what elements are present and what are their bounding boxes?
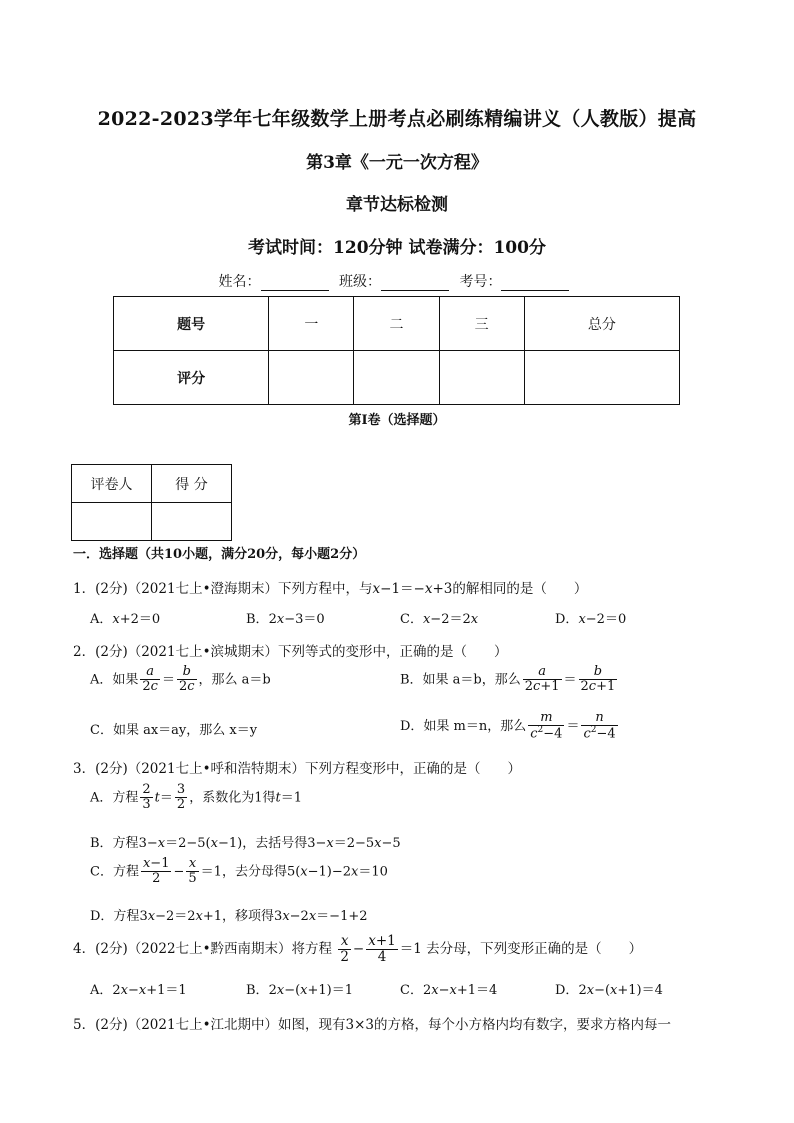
question-1: 1．(2分)（2021七上•澄海期末）下列方程中，与x−1＝−x+3的解相同的是（ ） bbox=[73, 581, 588, 597]
name-label: 姓名： bbox=[218, 274, 261, 290]
class-label: 班级： bbox=[339, 274, 381, 290]
score-cell[interactable] bbox=[354, 351, 439, 405]
q1-option-d[interactable]: D．x−2＝0 bbox=[555, 612, 627, 627]
class-blank[interactable] bbox=[381, 276, 449, 291]
table-cell: 评分 bbox=[114, 351, 269, 405]
q2-option-a[interactable]: A．如果 $\frac{a}{2c}$ ＝ $\frac{b}{2c}$ ，那么 a＝b bbox=[90, 664, 271, 695]
grader-cell[interactable] bbox=[72, 503, 152, 541]
part-title: 第Ⅰ卷（选择题） bbox=[348, 413, 446, 428]
table-cell: 评卷人 bbox=[72, 465, 152, 503]
q2-option-d[interactable]: D．如果 m＝n，那么 $\frac{m}{c^2-4}$ ＝ $\frac{n}{c^2-4}$ bbox=[400, 710, 616, 742]
q4-option-d[interactable]: D．2x−(x+1)＝4 bbox=[555, 983, 663, 998]
score-cell[interactable] bbox=[269, 351, 354, 405]
document-title: 2022-2023学年七年级数学上册考点必刷练精编讲义（人教版）提高 bbox=[97, 108, 697, 130]
grader-score-cell[interactable] bbox=[152, 503, 232, 541]
table-cell: 二 bbox=[354, 297, 439, 351]
grader-table bbox=[71, 464, 232, 541]
question-3: 3．(2分)（2021七上•呼和浩特期末）下列方程变形中，正确的是（ ） bbox=[73, 761, 522, 777]
q4-option-b[interactable]: B．2x−(x+1)＝1 bbox=[246, 983, 354, 998]
subtitle: 章节达标检测 bbox=[346, 195, 448, 215]
q2-option-b[interactable]: B．如果 a＝b，那么 $\frac{a}{2c+1}$ ＝ $\frac{b}{2c+1}$ bbox=[400, 664, 616, 695]
score-table bbox=[113, 296, 680, 405]
q1-option-c[interactable]: C．x−2＝2x bbox=[400, 612, 479, 627]
name-blank[interactable] bbox=[261, 276, 329, 291]
table-cell: 题号 bbox=[114, 297, 269, 351]
q4-option-c[interactable]: C．2x−x+1＝4 bbox=[400, 983, 498, 998]
table-row bbox=[72, 503, 232, 541]
table-cell: 三 bbox=[439, 297, 524, 351]
table-row bbox=[114, 351, 680, 405]
q4-option-a[interactable]: A．2x−x+1＝1 bbox=[90, 983, 187, 998]
number-blank[interactable] bbox=[501, 276, 569, 291]
table-row bbox=[114, 297, 680, 351]
number-label: 考号： bbox=[459, 274, 502, 290]
section-heading: 一．选择题（共10小题，满分20分，每小题2分） bbox=[73, 547, 366, 562]
score-cell[interactable] bbox=[439, 351, 524, 405]
q3-option-a[interactable]: A．方程 $\frac{2}{3}$ t＝ $\frac{3}{2}$ ，系数化为1得t＝1 bbox=[90, 782, 302, 813]
table-row bbox=[72, 465, 232, 503]
q2-option-c[interactable]: C．如果 ax＝ay，那么 x＝y bbox=[90, 723, 258, 738]
score-cell[interactable] bbox=[524, 351, 679, 405]
table-cell: 得 分 bbox=[152, 465, 232, 503]
q1-option-a[interactable]: A．x+2＝0 bbox=[90, 612, 161, 627]
q3-option-b[interactable]: B．方程3−x＝2−5(x−1)，去括号得3−x＝2−5x−5 bbox=[90, 836, 401, 851]
question-2: 2．(2分)（2021七上•滨城期末）下列等式的变形中，正确的是（ ） bbox=[73, 644, 508, 660]
exam-info: 考试时间：120分钟 试卷满分：100分 bbox=[248, 238, 546, 258]
question-5: 5．(2分)（2021七上•江北期中）如图，现有3×3的方格，每个小方格内均有数字，要求方格内每一 bbox=[73, 1017, 672, 1033]
table-cell: 总分 bbox=[524, 297, 679, 351]
q3-option-d[interactable]: D．方程3x−2＝2x+1，移项得3x−2x＝−1+2 bbox=[90, 909, 368, 924]
student-info bbox=[0, 271, 794, 291]
q1-option-b[interactable]: B．2x−3＝0 bbox=[246, 612, 325, 627]
q3-option-c[interactable]: C．方程 $\frac{x-1}{2}$ − $\frac{x}{5}$ ＝1，去分母得5(x−1)−2x＝10 bbox=[90, 856, 388, 887]
chapter-title: 第3章《一元一次方程》 bbox=[306, 153, 488, 173]
table-cell: 一 bbox=[269, 297, 354, 351]
question-4: 4．(2分)（2022七上•黔西南期末）将方程 $\frac{x}{2}$ − $\frac{x+1}{4}$ ＝1 去分母，下列变形正确的是（ ） bbox=[73, 933, 643, 965]
